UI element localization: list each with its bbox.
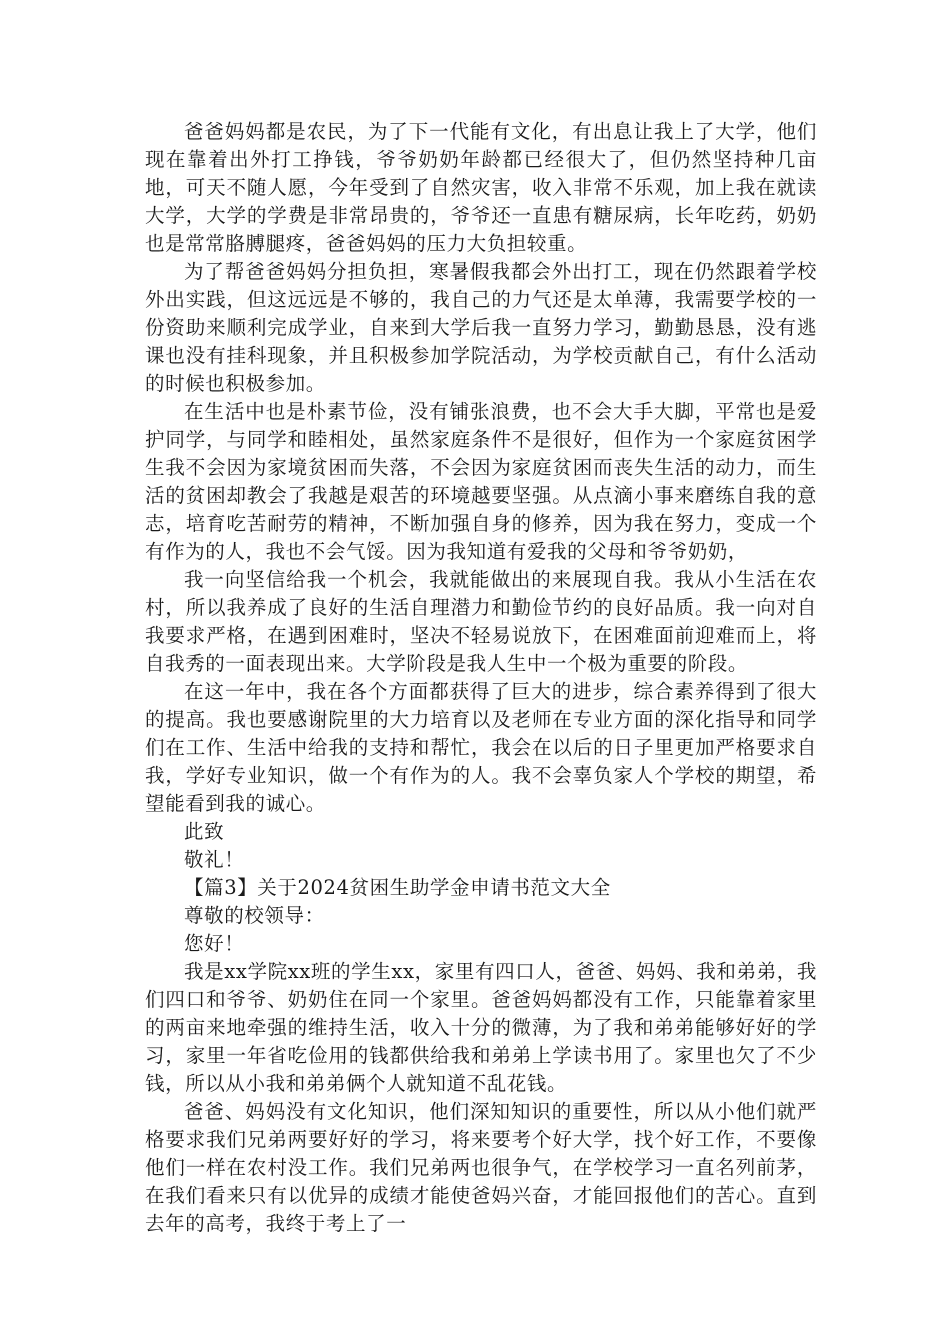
paragraph-frugal-life: 在生活中也是朴素节俭，没有铺张浪费，也不会大手大脚，平常也是爱护同学，与同学和睦相处，虽然家庭条件不是很好，但作为一个家庭贫困学生我不会因为家境贫困而失落，不会因为家庭贫困而丧失生活的动力，而生活的贫困却教会了我越是艰苦的环境越要坚强。从点滴小事来磨练自我的意志，培育吃苦耐劳的精神，不断加强自身的修养，因为我在努力，变成一个有作为的人，我也不会气馁。因为我知道有爱我的父母和爷爷奶奶，: [145, 400, 817, 563]
paragraph-family-introduction: 我是xx学院xx班的学生xx，家里有四口人，爸爸、妈妈、我和弟弟，我们四口和爷爷、奶奶住在同一个家里。爸爸妈妈都没有工作，只能靠着家里的两亩来地牵强的维持生活，收入十分的微薄，为了我和弟弟能够好好的学习，家里一年省吃俭用的钱都供给我和弟弟上学读书用了。家里也欠了不少钱，所以从小我和弟弟俩个人就知道不乱花钱。: [145, 960, 817, 1095]
closing-salute: 敬礼！: [184, 848, 245, 871]
section-heading: 【篇3】关于2024贫困生助学金申请书范文大全: [184, 876, 611, 899]
paragraph-parents-expectation: 爸爸、妈妈没有文化知识，他们深知知识的重要性，所以从小他们就严格要求我们兄弟两要好好的学习，将来要考个好大学，找个好工作，不要像他们一样在农村没工作。我们兄弟两也很争气，在学校学习一直名列前茅，在我们看来只有以优异的成绩才能使爸妈兴奋，才能回报他们的苦心。直到去年的高考，我终于考上了一: [145, 1100, 817, 1235]
salutation: 尊敬的校领导：: [184, 904, 325, 927]
paragraph-part-time-work: 为了帮爸爸妈妈分担负担，寒暑假我都会外出打工，现在仍然跟着学校外出实践，但这远远是不够的，我自己的力气还是太单薄，我需要学校的一份资助来顺利完成学业，自来到大学后我一直努力学习，勤勤恳恳，没有逃课也没有挂科现象，并且积极参加学院活动，为学校贡献自己，有什么活动的时候也积极参加。: [145, 260, 817, 395]
greeting: 您好！: [184, 932, 245, 955]
closing-regards: 此致: [184, 820, 225, 843]
document-body: [145, 118, 817, 1238]
paragraph-self-belief: 我一向坚信给我一个机会，我就能做出的来展现自我。我从小生活在农村，所以我养成了良好的生活自理潜力和勤俭节约的良好品质。我一向对自我要求严格，在遇到困难时，坚决不轻易说放下，在困难面前迎难而上，将自我秀的一面表现出来。大学阶段是我人生中一个极为重要的阶段。: [145, 568, 817, 675]
paragraph-year-progress: 在这一年中，我在各个方面都获得了巨大的进步，综合素养得到了很大的提高。我也要感谢院里的大力培育以及老师在专业方面的深化指导和同学们在工作、生活中给我的支持和帮忙，我会在以后的日子里更加严格要求自我，学好专业知识，做一个有作为的人。我不会辜负家人个学校的期望，希望能看到我的诚心。: [145, 680, 817, 815]
paragraph-family-background: 爸爸妈妈都是农民，为了下一代能有文化，有出息让我上了大学，他们现在靠着出外打工挣钱，爷爷奶奶年龄都已经很大了，但仍然坚持种几亩地，可天不随人愿，今年受到了自然灾害，收入非常不乐观，加上我在就读大学，大学的学费是非常昂贵的，爷爷还一直患有糖尿病，长年吃药，奶奶也是常常胳膊腿疼，爸爸妈妈的压力大负担较重。: [145, 120, 817, 255]
